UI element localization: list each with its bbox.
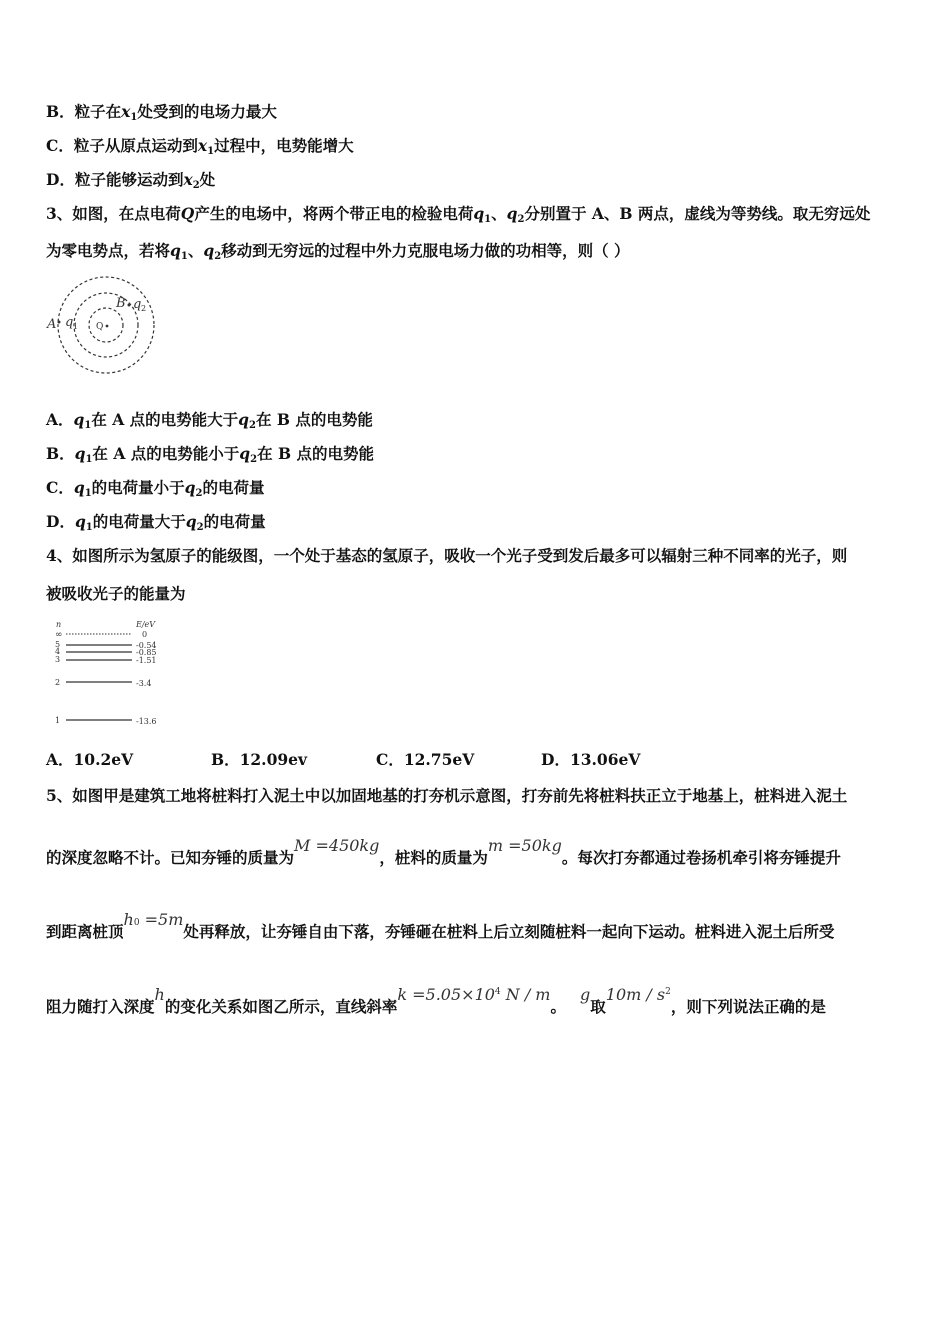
option-text: 的电荷量 (202, 478, 265, 497)
var-x: x (197, 136, 208, 155)
var-x: x (183, 170, 193, 189)
var-q: q (473, 204, 485, 223)
header-e: E/eV (136, 620, 156, 629)
energy-level-diagram (52, 619, 172, 729)
stem-text: 处再释放，让夯锤自由下落，夯锤砸在桩料上后立刻随桩料一起向下运动。桩料进入泥土后所受 (183, 922, 835, 941)
label-B: B (116, 296, 126, 311)
q3-option-a (46, 410, 373, 436)
inner-equipotential (89, 308, 123, 342)
var-q: q (184, 478, 196, 497)
level-n-4: 4 (55, 647, 61, 656)
level-e-inf: 0 (142, 630, 148, 639)
formula-m (487, 836, 562, 867)
q3-option-d (46, 512, 266, 538)
formula-g-text: g (580, 985, 591, 1004)
stem-text: 产生的电场中，将两个带正电的检验电荷 (194, 204, 474, 223)
point-B-dot (128, 304, 131, 307)
subscript: 1 (484, 214, 492, 225)
formula-h0-h: h (123, 910, 134, 929)
var-x: x (121, 102, 131, 121)
label-Q: Q (96, 322, 104, 332)
subscript: 2 (214, 251, 222, 262)
label-q2-sub: 2 (141, 304, 147, 313)
q4-option-b: B．12.09ev (211, 750, 308, 769)
var-q: q (73, 478, 85, 497)
q2-option-d (46, 170, 215, 196)
stem-text: 到距离桩顶 (46, 922, 124, 941)
formula-h0-sub: 0 (133, 918, 140, 928)
option-prefix: D． (46, 512, 75, 531)
label-A: A (47, 317, 57, 332)
stem-text: 取 (590, 997, 606, 1016)
subscript: 1 (84, 420, 92, 431)
q4-option-a: A．10.2eV (46, 750, 134, 769)
level-e-5: -0.54 (136, 641, 157, 650)
q5-stem-line1: 5、如图甲是建筑工地将桩料打入泥土中以加固地基的打夯机示意图，打夯前先将桩料扶正立于地基上，桩料进入泥土 (46, 786, 848, 805)
var-q: q (185, 512, 197, 531)
option-text: 在 A 点的电势能小于 (92, 444, 240, 463)
stem-text: 阻力随打入深度 (46, 997, 155, 1016)
q4-options (46, 750, 706, 770)
level-e-2: -3.4 (136, 679, 152, 688)
subscript: 1 (85, 454, 93, 465)
subscript: 1 (85, 522, 93, 533)
subscript: 1 (180, 251, 188, 262)
formula-g-value (605, 985, 671, 1016)
formula-M (294, 836, 380, 867)
subscript: 1 (84, 488, 92, 499)
formula-h0 (123, 910, 184, 941)
q2-option-b (46, 102, 277, 128)
q4-option-d: D．13.06eV (541, 750, 641, 769)
formula-h (154, 985, 165, 1016)
stem-text: 。 (550, 997, 566, 1016)
var-q: q (74, 444, 86, 463)
label-q1: q (65, 315, 74, 330)
formula-m-text: m =50kg (487, 836, 562, 855)
var-q: q (170, 241, 181, 260)
subscript: 1 (207, 146, 215, 157)
subscript: 2 (196, 522, 204, 533)
var-q: q (203, 241, 215, 260)
var-q: q (73, 410, 85, 429)
stem-text: 移动到无穷远的过程中外力克服电场力做的功相等，则（ ） (221, 241, 630, 260)
q4-stem-line2: 被吸收光子的能量为 (46, 584, 186, 603)
level-e-1: -13.6 (136, 717, 157, 726)
var-q: q (238, 410, 250, 429)
equipotential-figure (44, 274, 166, 378)
option-text: 的电荷量 (203, 512, 266, 531)
formula-g-val: 10m / s (605, 985, 666, 1004)
q4-option-c: C．12.75eV (376, 750, 475, 769)
level-n-5: 5 (55, 640, 61, 649)
stem-text: 的变化关系如图乙所示，直线斜率 (164, 997, 398, 1016)
q5-stem-line2 (46, 836, 841, 868)
var-Q: Q (180, 204, 195, 223)
option-prefix: C． (46, 478, 74, 497)
var-q: q (506, 204, 518, 223)
separator: 、 (491, 204, 507, 223)
stem-text: ，桩料的质量为 (379, 848, 488, 867)
option-text: 在 B 点的电势能 (255, 410, 373, 429)
subscript: 1 (130, 112, 138, 123)
formula-k-exp: 4 (494, 987, 501, 997)
option-text: 的电荷量大于 (92, 512, 186, 531)
option-text-rest: 处 (199, 170, 216, 189)
stem-text: 。每次打夯都通过卷扬机牵引将夯锤提升 (561, 848, 841, 867)
q5-stem-line3 (46, 910, 835, 945)
option-text: 在 B 点的电势能 (257, 444, 374, 463)
label-q1-sub: 1 (73, 322, 79, 331)
formula-M-text: M =450kg (294, 836, 380, 855)
level-e-4: -0.85 (136, 648, 157, 657)
var-q: q (239, 444, 251, 463)
option-text: D．粒子能够运动到 (46, 170, 184, 189)
q4-stem-line1: 4、如图所示为氢原子的能级图，一个处于基态的氢原子，吸收一个光子受到发后最多可以辐射三种不同率的光子，则 (46, 546, 848, 565)
option-text-rest: 处受到的电场力最大 (137, 102, 277, 121)
var-q: q (74, 512, 86, 531)
option-prefix: A． (46, 410, 74, 429)
subscript: 2 (249, 420, 256, 431)
level-e-3: -1.51 (136, 656, 157, 665)
level-n-3: 3 (55, 655, 61, 664)
stem-text: 分别置于 A、B 两点，虚线为等势线。取无穷远处 (524, 204, 871, 223)
header-n: n (56, 620, 62, 629)
level-n-inf: ∞ (55, 630, 63, 640)
separator: 、 (187, 241, 204, 260)
formula-g-exp: 2 (665, 987, 671, 997)
stem-text: 3、如图，在点电荷 (46, 204, 181, 223)
q3-option-c (46, 478, 265, 504)
option-text-rest: 过程中，电势能增大 (214, 136, 354, 155)
option-text: B．粒子在 (46, 102, 122, 121)
middle-equipotential (74, 293, 138, 357)
formula-g (580, 985, 591, 1016)
charge-Q-dot (106, 325, 109, 328)
option-prefix: B． (46, 444, 75, 463)
formula-h-text: h (154, 985, 165, 1004)
subscript: 2 (192, 180, 200, 191)
level-n-1: 1 (55, 716, 61, 725)
stem-text: 为零电势点，若将 (46, 241, 171, 260)
option-text: 的电荷量小于 (91, 478, 185, 497)
formula-k-value: k =5.05×10 (397, 985, 495, 1004)
q2-option-c (46, 136, 354, 162)
stem-text: 的深度忽略不计。已知夯锤的质量为 (46, 848, 295, 867)
subscript: 2 (517, 214, 525, 225)
stem-text: ，则下列说法正确的是 (670, 997, 826, 1016)
formula-k-unit: N / m (500, 985, 551, 1004)
point-A-dot (58, 321, 61, 324)
q3-stem-line1 (46, 204, 870, 230)
q3-stem-line2 (46, 241, 630, 267)
formula-h0-value: =5m (139, 910, 184, 929)
level-n-2: 2 (55, 678, 61, 687)
subscript: 2 (195, 488, 203, 499)
option-text: 在 A 点的电势能大于 (91, 410, 239, 429)
q3-option-b (46, 444, 374, 470)
subscript: 2 (250, 454, 258, 465)
label-q2: q (133, 297, 142, 312)
option-text: C．粒子从原点运动到 (46, 136, 198, 155)
